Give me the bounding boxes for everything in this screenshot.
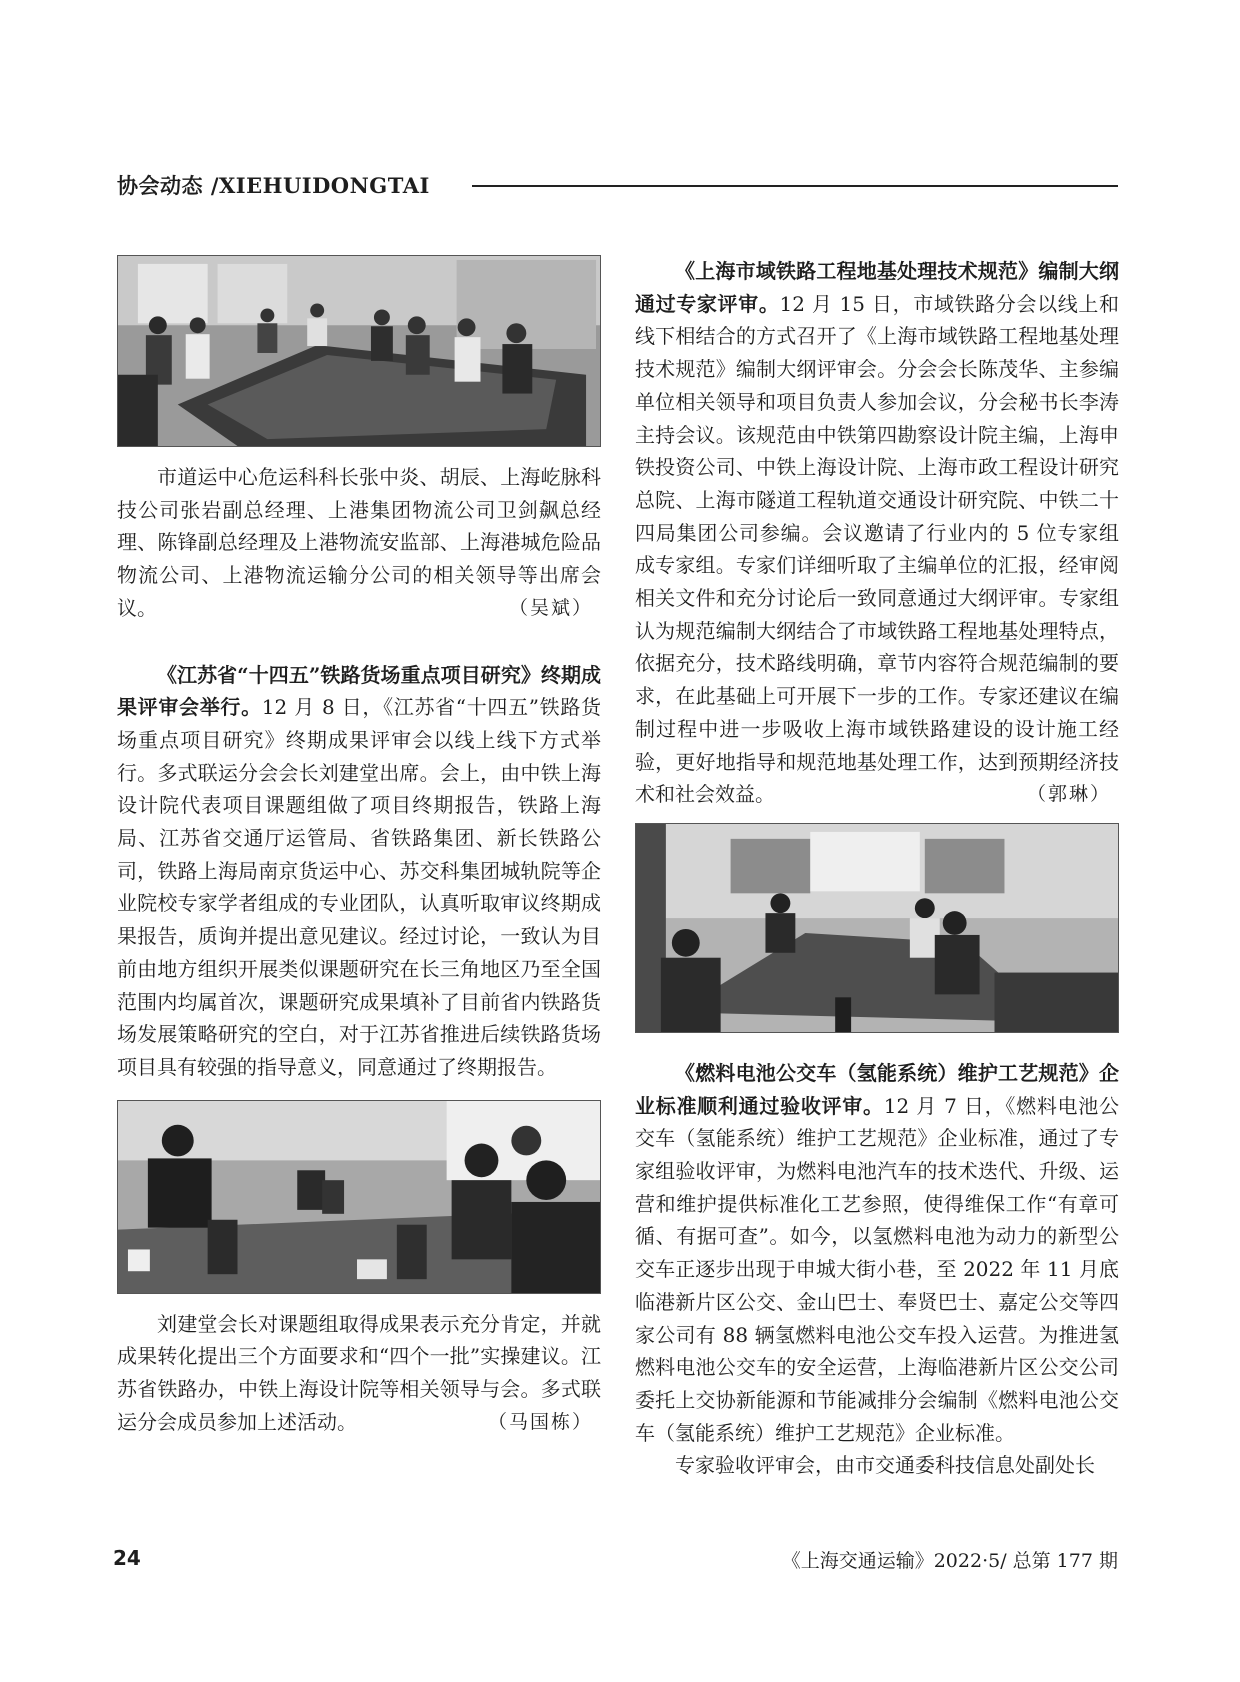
left-column: [117, 255, 601, 1438]
section-header: [117, 170, 1118, 206]
meeting-photo-1: [117, 255, 601, 447]
article-shanghai-railway-foundation-title: 《上海市域铁路工程地基处理技术规范》编制大纲通过专家评审。: [635, 259, 1119, 316]
photo2-caption: 刘建堂会长对课题组取得成果表示充分肯定，并就成果转化提出三个方面要求和“四个一批”实操建议。江苏省铁路办，中铁上海设计院等相关领导与会。多式联运分会成员参加上述活动。 （马国栋）: [117, 1308, 601, 1439]
meeting-photo-2-image: [118, 1101, 600, 1293]
journal-issue: 《上海交通运输》2022·5/ 总第 177 期: [781, 1550, 1118, 1572]
photo1-caption-author: （吴斌）: [508, 596, 593, 619]
meeting-photo-3-image: [636, 824, 1118, 1032]
article-fuel-cell-bus: [635, 1057, 1119, 1449]
page-number: 24: [113, 1546, 141, 1570]
article-jiangsu-freight-title: 《江苏省“十四五”铁路货场重点项目研究》终期成果评审会举行。: [117, 662, 601, 720]
header-rule: [472, 185, 1118, 187]
section-title: [117, 170, 430, 200]
article-fuel-cell-bus-continued: 专家验收评审会，由市交通委科技信息处副处长: [675, 1453, 1095, 1478]
section-title-cn: 协会动态: [117, 173, 203, 198]
article-shanghai-railway-foundation-author: （郭琳）: [1026, 783, 1111, 806]
article-fuel-cell-bus-body: 12 月 7 日，《燃料电池公交车（氢能系统）维护工艺规范》企业标准，通过了专家组验收评审，为燃料电池汽车的技术迭代、升级、运营和维护提供标准化工艺参照，使得维保工作“有章可循、有据可查”。如今，以氢燃料电池为动力的新型公交车正逐步出现于申城大街小巷，至 2022 年 11 月底临港新片区公交、金山巴士、奉贤巴士、嘉定公交等四家公司有 88 辆氢燃料电池公交车投入运营。为推进氢燃料电池公交车的安全运营，上海临港新片区公交公司委托上交协新能源和节能减排分会编制《燃料电池公交车（氢能系统）维护工艺规范》企业标准。: [635, 1093, 1120, 1445]
photo2-caption-author: （马国栋）: [487, 1410, 593, 1433]
meeting-photo-1-image: [118, 256, 600, 446]
meeting-photo-3: [635, 823, 1119, 1033]
article-fuel-cell-bus-title: 《燃料电池公交车（氢能系统）维护工艺规范》企业标准顺利通过验收评审。: [635, 1060, 1119, 1118]
article-shanghai-railway-foundation: [635, 255, 1119, 811]
article-jiangsu-freight: [117, 659, 601, 1084]
section-title-en: /XIEHUIDONGTAI: [210, 173, 430, 198]
meeting-photo-2: [117, 1100, 601, 1294]
right-column: [635, 255, 1119, 1482]
article-jiangsu-freight-body: 12 月 8 日，《江苏省“十四五”铁路货场重点项目研究》终期成果评审会以线上线下方式举行。多式联运分会会长刘建堂出席。会上，由中铁上海设计院代表项目课题组做了项目终期报告，铁路上海局、江苏省交通厅运管局、省铁路集团、新长铁路公司，铁路上海局南京货运中心、苏交科集团城轨院等企业院校专家学者组成的专业团队，认真听取审议终期成果报告，质询并提出意见建议。经过讨论，一致认为目前由地方组织开展类似课题研究在长三角地区乃至全国范围内均属首次，课题研究成果填补了目前省内铁路货场发展策略研究的空白，对于江苏省推进后续铁路货场项目具有较强的指导意义，同意通过了终期报告。: [117, 695, 602, 1079]
article-shanghai-railway-foundation-body: 12 月 15 日，市域铁路分会以线上和线下相结合的方式召开了《上海市域铁路工程地基处理技术规范》编制大纲评审会。分会会长陈茂华、主参编单位相关领导和项目负责人参加会议，分会秘书长李涛主持会议。该规范由中铁第四勘察设计院主编，上海申铁投资公司、中铁上海设计院、上海市政工程设计研究总院、上海市隧道工程轨道交通设计研究院、中铁二十四局集团公司参编。会议邀请了行业内的 5 位专家组成专家组。专家们详细听取了主编单位的汇报，经审阅相关文件和充分讨论后一致同意通过大纲评审。专家组认为规范编制大纲结合了市域铁路工程地基处理特点，依据充分，技术路线明确，章节内容符合规范编制的要求，在此基础上可开展下一步的工作。专家还建议在编制过程中进一步吸收上海市域铁路建设的设计施工经验，更好地指导和规范地基处理工作，达到预期经济技术和社会效益。: [635, 291, 1119, 807]
photo1-caption: 市道运中心危运科科长张中炎、胡辰、上海屹脉科技公司张岩副总经理、上港集团物流公司卫剑飙总经理、陈锋副总经理及上港物流安监部、上海港城危险品物流公司、上港物流运输分公司的相关领导等出席会议。 （吴斌）: [117, 461, 601, 625]
